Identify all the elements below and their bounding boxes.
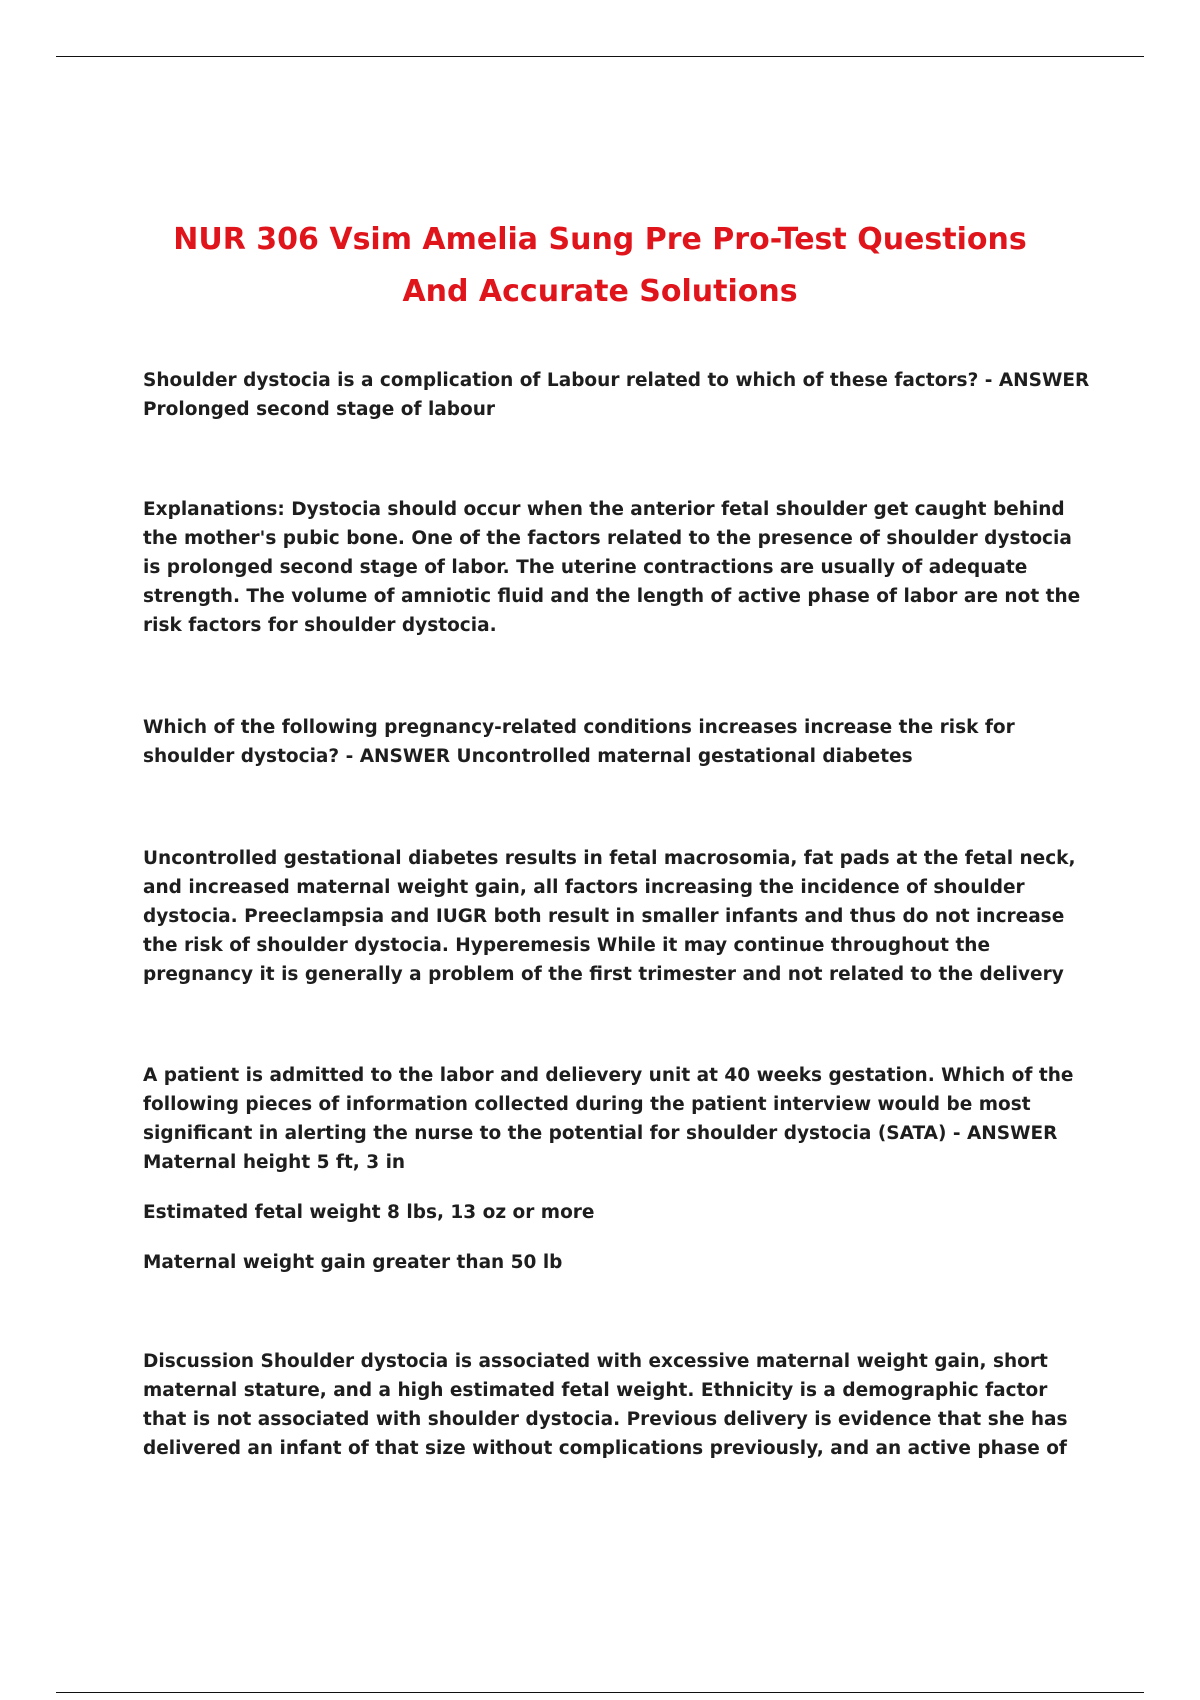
question-text: Which of the following pregnancy-related conditions increases increase the risk for shoulder dystocia? - ANSWER Uncontrolled maternal gestational diabetes [143, 717, 1015, 767]
question-text: A patient is admitted to the labor and delievery unit at 40 weeks gestation. Which of the following pieces of information collected during the patient interview would be most significant in alerting the nurse to the potential for shoulder dystocia (SATA) - ANSWER Maternal height 5 ft, 3 in [143, 1065, 1074, 1173]
top-divider [56, 56, 1144, 57]
explanation-text: Uncontrolled gestational diabetes results in fetal macrosomia, fat pads at the fetal neck, and increased maternal weight gain, all factors increasing the incidence of shoulder dystocia. Preeclampsia and IUGR both result in smaller infants and thus do not increase the risk of shoulder dystocia. Hyperemesis While it may continue throughout the pregnancy it is generally a problem of the first trimester and not related to the delivery [143, 848, 1076, 985]
bottom-divider [56, 1692, 1144, 1693]
explanation-block-1 [143, 495, 1095, 640]
answer-item: Maternal weight gain greater than 50 lb [143, 1252, 563, 1273]
title-line-2: And Accurate Solutions [402, 274, 798, 310]
discussion-text: Discussion Shoulder dystocia is associated with excessive maternal weight gain, short maternal stature, and a high estimated fetal weight. Ethnicity is a demographic factor that is not associated with shoulder dystocia. Previous delivery is evidence that she has delivered an infant of that size without complications previously, and an active phase of [143, 1351, 1068, 1459]
question-block-1 [143, 366, 1095, 424]
title-line-1: NUR 306 Vsim Amelia Sung Pre Pro-Test Questions [173, 222, 1027, 258]
discussion-block [143, 1347, 1095, 1463]
question-text: Shoulder dystocia is a complication of Labour related to which of these factors? - ANSWER Prolonged second stage of labour [143, 370, 1090, 420]
question-block-3 [143, 1061, 1095, 1277]
answer-item: Estimated fetal weight 8 lbs, 13 oz or more [143, 1202, 595, 1223]
explanation-block-2 [143, 844, 1095, 989]
document-title [100, 214, 1100, 318]
explanation-text: Explanations: Dystocia should occur when the anterior fetal shoulder get caught behind the mother's pubic bone. One of the factors related to the presence of shoulder dystocia is prolonged second stage of labor. The uterine contractions are usually of adequate strength. The volume of amniotic fluid and the length of active phase of labor are not the risk factors for shoulder dystocia. [143, 499, 1081, 636]
question-block-2 [143, 713, 1095, 771]
